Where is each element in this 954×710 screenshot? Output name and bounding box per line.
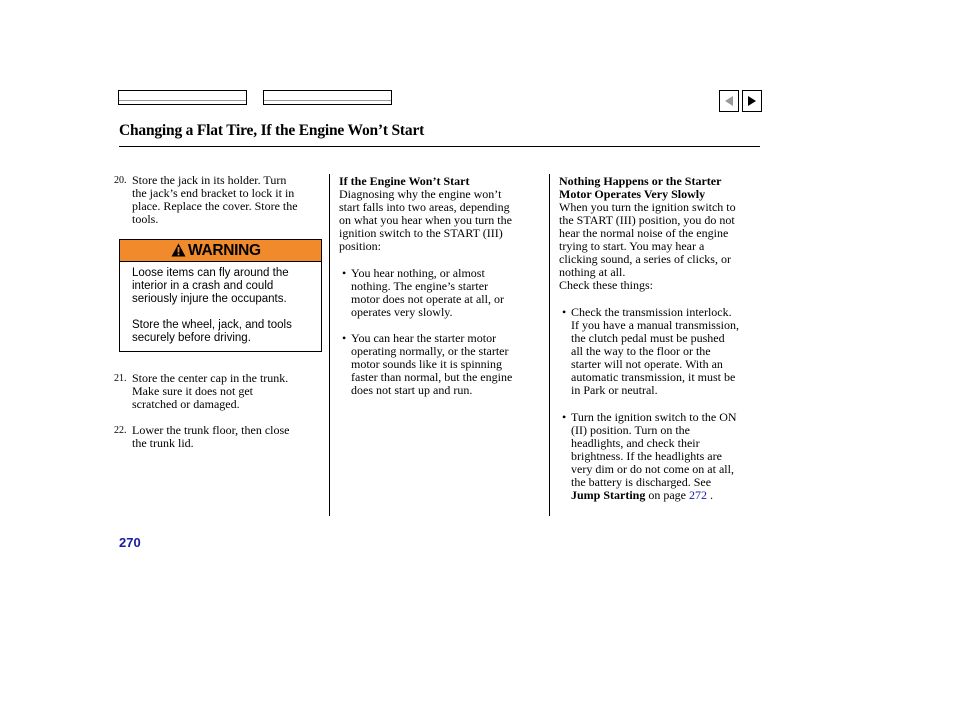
step-20-text: Store the jack in its holder. Turn the jack’s end bracket to lock it in place. Replace the cover. Store the tools. — [132, 173, 298, 226]
page-number: 270 — [119, 535, 141, 550]
warning-label: WARNING — [188, 242, 261, 259]
next-page-button[interactable] — [742, 90, 762, 112]
bullet-text: Turn the ignition switch to the ON (II) position. Turn on the headlights, and check their brightness. If the headlights are very dim or do not come on at all, the battery is discharged. See Jump Starting on page 272 . — [571, 411, 766, 502]
step-number: 21. — [114, 373, 127, 384]
title-rule — [119, 146, 760, 147]
step-22-text: Lower the trunk floor, then close the trunk lid. — [132, 423, 290, 450]
step-21-text: Store the center cap in the trunk. Make sure it does not get scratched or damaged. — [132, 371, 289, 411]
warning-triangle-icon — [171, 243, 186, 257]
bullet-text: You can hear the starter motor operating normally, or the starter motor sounds like it is spinning faster than normal, but the engine does not start up and run. — [351, 331, 513, 397]
warning-text-1: Loose items can fly around the interior in a crash and could seriously injure the occupants. — [132, 267, 289, 305]
cross-reference: Jump Starting on page 272 . — [571, 488, 713, 502]
warning-box — [119, 239, 322, 352]
intro-paragraph: When you turn the ignition switch to the START (III) position, you do not hear the normal noise of the engine trying to start. You may hear a clicking sound, a series of clicks, or nothing at all. Check these things: — [559, 200, 736, 292]
bullet-text: You hear nothing, or almost nothing. The engine’s starter motor does not operate at all, or operates very slowly. — [351, 266, 504, 319]
prev-page-button[interactable] — [719, 90, 739, 112]
section-heading: If the Engine Won’t Start — [339, 174, 470, 188]
bullet: • — [562, 305, 567, 319]
reference-title: Jump Starting — [571, 488, 646, 502]
column-divider — [549, 174, 550, 516]
nav-button-contents[interactable] — [118, 90, 247, 105]
triangle-right-icon — [747, 96, 757, 106]
page-link[interactable]: 272 — [689, 488, 707, 502]
bullet: • — [562, 410, 567, 424]
column-divider — [329, 174, 330, 516]
warning-text-2: Store the wheel, jack, and tools securely before driving. — [132, 319, 292, 344]
page-title: Changing a Flat Tire, If the Engine Won’t Start — [119, 122, 425, 139]
step-number: 20. — [114, 175, 127, 186]
intro-paragraph: Diagnosing why the engine won’t start falls into two areas, depending on what you hear when you turn the ignition switch to the START (III) position: — [339, 187, 512, 253]
section-heading: Nothing Happens or the Starter Motor Operates Very Slowly — [559, 174, 722, 201]
bullet: • — [342, 266, 347, 280]
triangle-left-icon — [724, 96, 734, 106]
bullet-text: Check the transmission interlock. If you have a manual transmission, the clutch pedal must be pushed all the way to the floor or the starter will not operate. With an automatic transmission, it must be in Park or neutral. — [571, 305, 739, 397]
warning-header — [120, 240, 321, 262]
nav-button-index[interactable] — [263, 90, 392, 105]
bullet: • — [342, 331, 347, 345]
step-number: 22. — [114, 425, 127, 436]
